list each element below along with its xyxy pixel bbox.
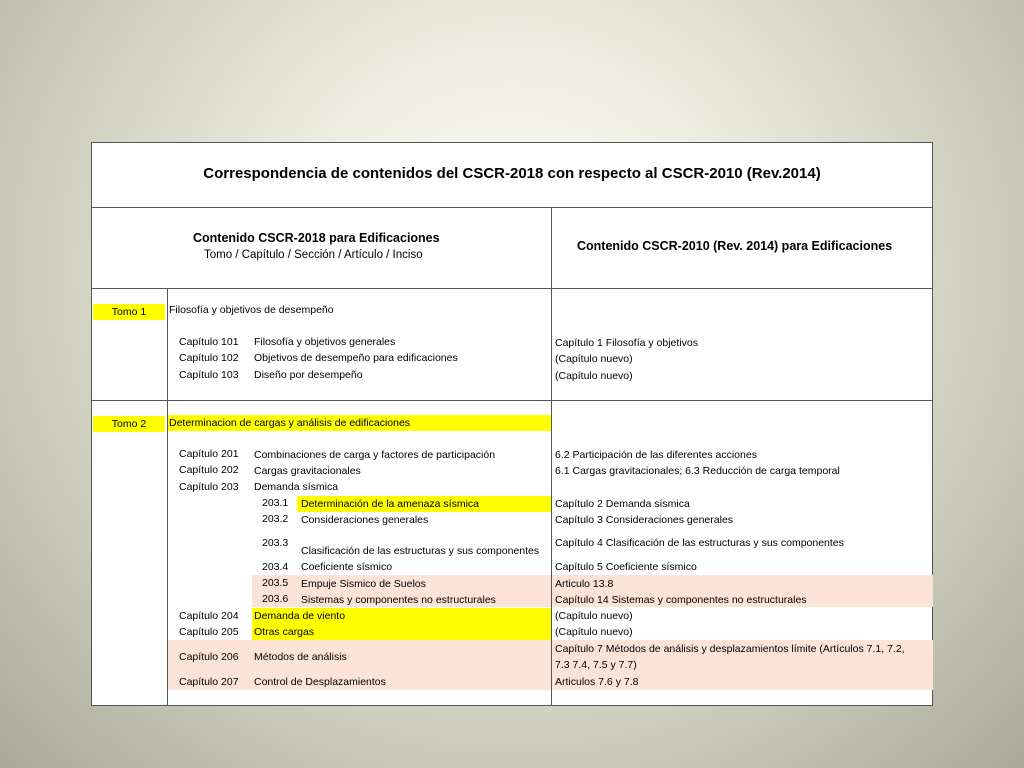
section-title: Coeficiente sísmico: [301, 561, 393, 573]
correspondence-value: Capítulo 3 Consideraciones generales: [555, 514, 734, 526]
correspondence-value: (Capítulo nuevo): [555, 610, 633, 622]
section-title: Determinación de la amenaza sísmica: [301, 498, 479, 510]
chapter-code: Capítulo 204: [179, 610, 239, 622]
section-code: 203.4: [262, 561, 289, 573]
correspondence-value: Capítulo 7 Métodos de análisis y desplazamientos límite (Artículos 7.1, 7.2,: [555, 643, 905, 655]
chapter-code: Capítulo 201: [179, 448, 239, 460]
divider: [92, 207, 932, 208]
chapter-title: Demanda de viento: [254, 610, 346, 622]
correspondence-value: 6.1 Cargas gravitacionales; 6.3 Reducción de carga temporal: [555, 465, 840, 477]
section-title: Empuje Sismico de Suelos: [301, 578, 426, 590]
correspondence-value: (Capítulo nuevo): [555, 370, 633, 382]
correspondence-value: Capítulo 1 Filosofía y objetivos: [555, 337, 698, 349]
table-title: Correspondencia de contenidos del CSCR-2018 con respecto al CSCR-2010 (Rev.2014): [203, 165, 821, 182]
section-code: 203.5: [262, 577, 289, 589]
chapter-title: Métodos de análisis: [254, 651, 347, 663]
section-title: Consideraciones generales: [301, 514, 429, 526]
section-code: 203.1: [262, 497, 289, 509]
chapter-title: Demanda sísmica: [254, 481, 339, 493]
correspondence-value: Capítulo 4 Clasificación de las estructuras y sus componentes: [555, 537, 844, 549]
left-header-title: Contenido CSCR-2018 para Edificaciones: [193, 231, 440, 245]
chapter-code: Capítulo 202: [179, 464, 239, 476]
correspondence-value: Capítulo 2 Demanda sísmica: [555, 498, 690, 510]
chapter-code: Capítulo 205: [179, 626, 239, 638]
correspondence-value: 6.2 Participación de las diferentes acciones: [555, 449, 757, 461]
chapter-code: Capítulo 102: [179, 352, 239, 364]
correspondence-value: 7.3 7.4, 7.5 y 7.7): [555, 659, 637, 671]
correspondence-value: (Capítulo nuevo): [555, 353, 633, 365]
chapter-title: Otras cargas: [254, 626, 315, 638]
left-header-subtitle: Tomo / Capítulo / Sección / Artículo / Inciso: [204, 249, 423, 261]
chapter-title: Objetivos de desempeño para edificaciones: [254, 352, 458, 364]
section-code: 203.6: [262, 593, 289, 605]
column-divider: [551, 207, 552, 706]
tomo-2-label: Tomo 2: [93, 416, 165, 432]
correspondence-value: Articulo 13.8: [555, 578, 614, 590]
right-header-title: Contenido CSCR-2010 (Rev. 2014) para Edificaciones: [577, 239, 893, 253]
chapter-title: Cargas gravitacionales: [254, 465, 361, 477]
correspondence-value: Capítulo 5 Coeficiente sísmico: [555, 561, 697, 573]
chapter-code: Capítulo 207: [179, 676, 239, 688]
section-title: Clasificación de las estructuras y sus componentes: [301, 545, 540, 557]
chapter-title: Filosofía y objetivos generales: [254, 336, 396, 348]
tomo-2-title: Determinacion de cargas y análisis de edificaciones: [169, 417, 411, 429]
chapter-title: Combinaciones de carga y factores de participación: [254, 449, 496, 461]
correspondence-table: [91, 142, 933, 706]
chapter-code: Capítulo 101: [179, 336, 239, 348]
tomo-1-label: Tomo 1: [93, 304, 165, 320]
chapter-code: Capítulo 206: [179, 651, 239, 663]
section-code: 203.3: [262, 537, 289, 549]
correspondence-value: Articulos 7.6 y 7.8: [555, 676, 639, 688]
correspondence-value: Capítulo 14 Sistemas y componentes no estructurales: [555, 594, 807, 606]
chapter-code: Capítulo 103: [179, 369, 239, 381]
divider: [92, 400, 932, 401]
chapter-code: Capítulo 203: [179, 481, 239, 493]
tomo-1-title: Filosofía y objetivos de desempeño: [169, 304, 334, 316]
chapter-title: Control de Desplazamientos: [254, 676, 386, 688]
chapter-title: Diseño por desempeño: [254, 369, 363, 381]
divider: [92, 288, 932, 289]
section-title: Sistemas y componentes no estructurales: [301, 594, 496, 606]
section-code: 203.2: [262, 513, 289, 525]
correspondence-value: (Capítulo nuevo): [555, 626, 633, 638]
